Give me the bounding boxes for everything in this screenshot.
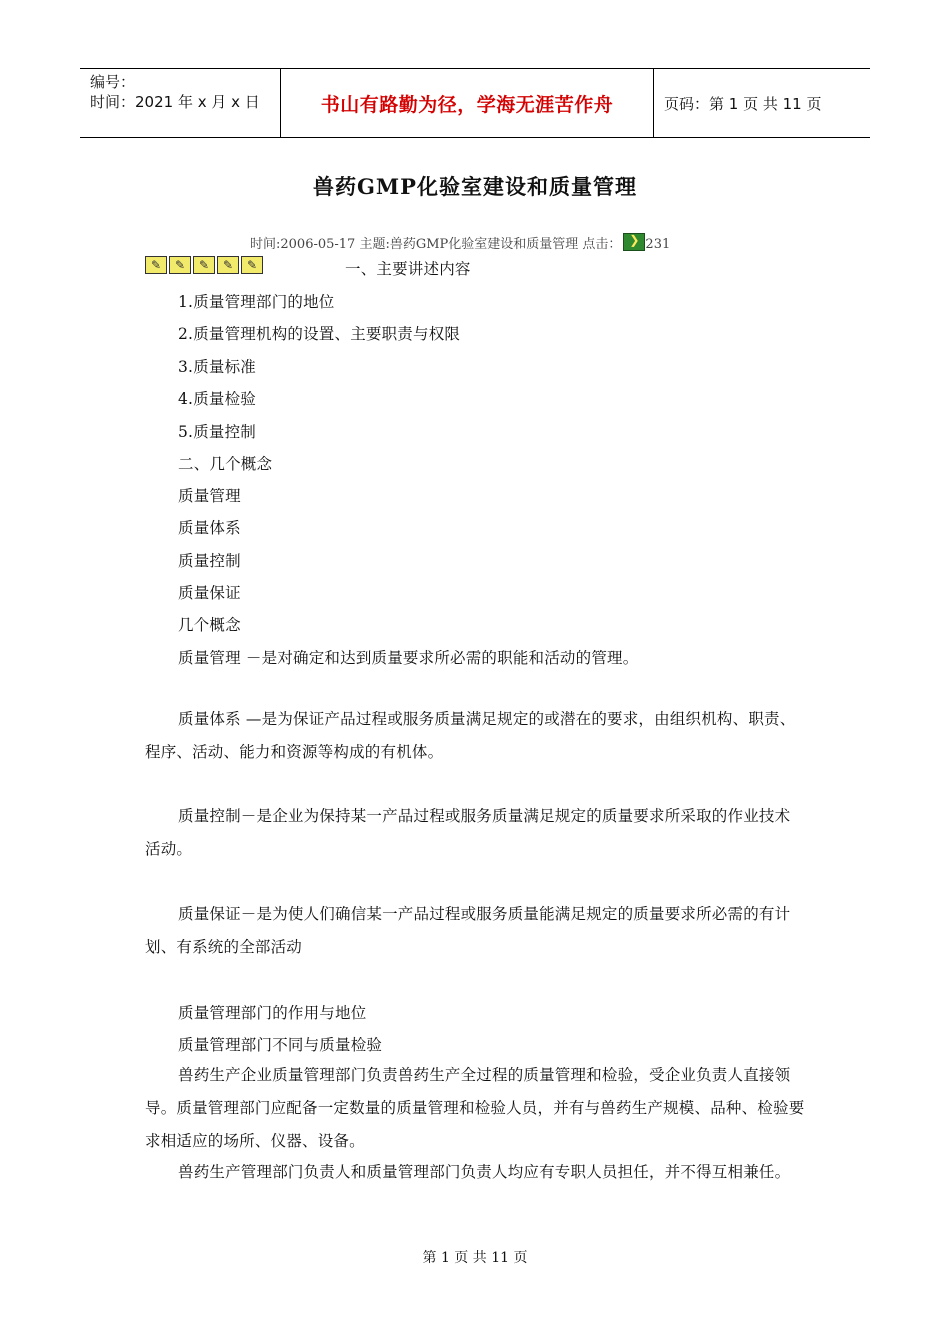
header-info-cell — [80, 69, 281, 137]
arrow-icon — [623, 233, 645, 251]
click-count: 231 — [645, 237, 671, 252]
page-title: 兽药GMP化验室建设和质量管理 — [313, 174, 637, 199]
stamp-icon: ✎ — [145, 256, 167, 274]
outline-item: 3.质量标准 — [178, 358, 256, 376]
definition-system: 质量体系 —是为保证产品过程或服务质量满足规定的或潜在的要求，由组织机构、职责、程序、活动、能力和资源等构成的有机体。 — [145, 710, 796, 761]
time-label: 时间：2021 年 x 月 x 日 — [90, 93, 260, 111]
outline-item: 4.质量检验 — [178, 390, 256, 408]
article-meta — [250, 233, 670, 252]
header-motto-cell — [281, 69, 654, 137]
definition-assurance: 质量保证－是为使人们确信某一产品过程或服务质量能满足规定的质量要求所必需的有计划、有系统的全部活动 — [145, 905, 791, 956]
page-footer: 第 1 页 共 11 页 — [422, 1250, 528, 1266]
header-table — [80, 68, 870, 138]
motto: 书山有路勤为径，学海无涯苦作舟 — [320, 93, 614, 116]
stamp-icon: ✎ — [193, 256, 215, 274]
stamp-icon: ✎ — [241, 256, 263, 274]
concept-item: 质量控制 — [178, 552, 241, 570]
definition-control: 质量控制－是企业为保持某一产品过程或服务质量满足规定的质量要求所采取的作业技术活动。 — [145, 807, 791, 858]
rating-stamps — [145, 256, 263, 274]
meta-text: 时间:2006-05-17 主题:兽药GMP化验室建设和质量管理 点击： — [250, 237, 622, 252]
section-paragraph: 兽药生产企业质量管理部门负责兽药生产全过程的质量管理和检验，受企业负责人直接领导。质量管理部门应配备一定数量的质量管理和检验人员，并有与兽药生产规模、品种、检验要求相适应的场所、仪器、设备。 — [145, 1066, 805, 1150]
header-page-cell — [654, 69, 870, 137]
section-paragraph: 兽药生产管理部门负责人和质量管理部门负责人均应有专职人员担任，并不得互相兼任。 — [178, 1163, 791, 1181]
section-line: 质量管理部门不同与质量检验 — [178, 1036, 383, 1054]
outline-item: 2.质量管理机构的设置、主要职责与权限 — [178, 325, 461, 343]
concept-item: 质量保证 — [178, 584, 241, 602]
concept-item: 质量管理 — [178, 487, 241, 505]
stamp-icon: ✎ — [169, 256, 191, 274]
outline-item: 1.质量管理部门的地位 — [178, 293, 335, 311]
concept-item: 质量体系 — [178, 519, 241, 537]
heading-main-content: 一、主要讲述内容 — [345, 260, 471, 278]
definition-management: 质量管理 －是对确定和达到质量要求所必需的职能和活动的管理。 — [178, 649, 639, 667]
stamp-icon: ✎ — [217, 256, 239, 274]
concept-item: 几个概念 — [178, 616, 241, 634]
number-label: 编号： — [90, 73, 136, 91]
outline-item: 5.质量控制 — [178, 423, 256, 441]
page-info: 页码：第 1 页 共 11 页 — [664, 94, 822, 113]
heading-concepts: 二、几个概念 — [178, 455, 273, 473]
section-line: 质量管理部门的作用与地位 — [178, 1004, 367, 1022]
